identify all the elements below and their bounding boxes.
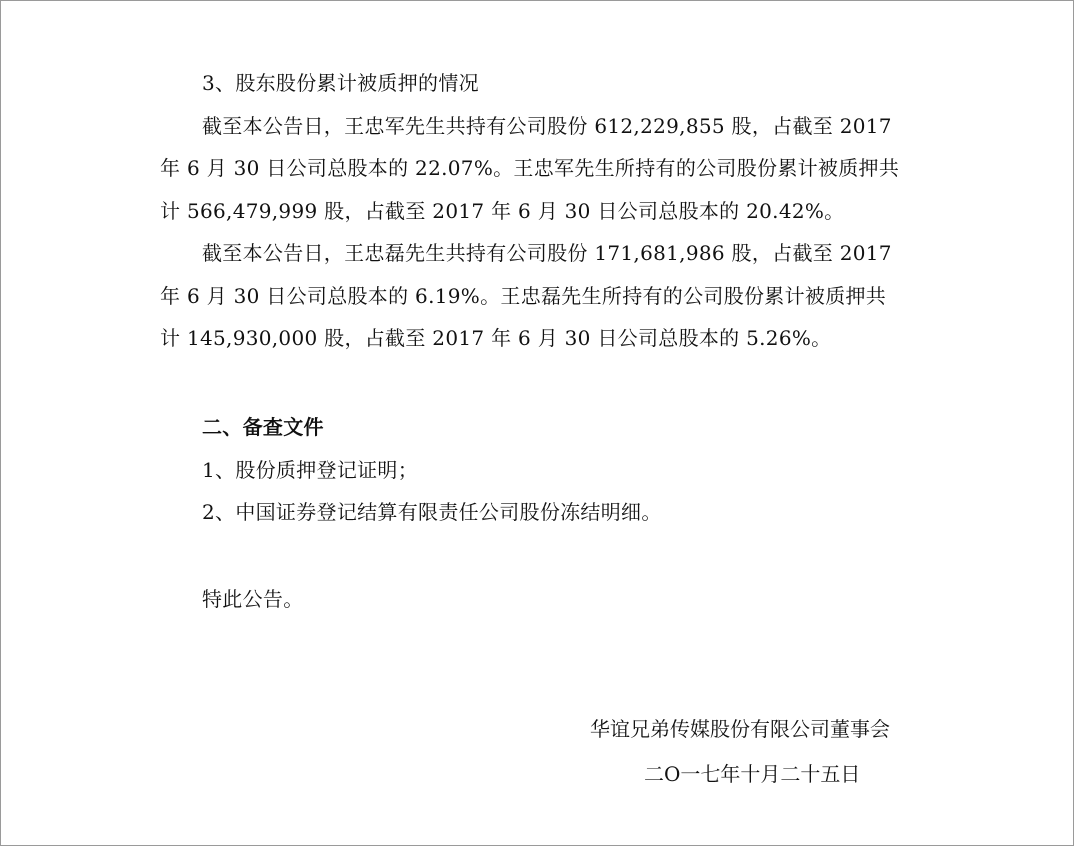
documents-block xyxy=(160,406,920,534)
para1-line2: 年 6 月 30 日公司总股本的 22.07%。王忠军先生所持有的公司股份累计被质押共 xyxy=(160,156,900,180)
section-3-heading: 3、股东股份累计被质押的情况 xyxy=(202,71,479,95)
para1-line1: 截至本公告日，王忠军先生共持有公司股份 612,229,855 股，占截至 2017 xyxy=(202,113,892,138)
para2-line2: 年 6 月 30 日公司总股本的 6.19%。王忠磊先生所持有的公司股份累计被质押共 xyxy=(160,283,887,308)
para2-line3: 计 145,930,000 股，占截至 2017 年 6 月 30 日公司总股本的 5.26%。 xyxy=(160,326,832,350)
closing-block xyxy=(160,578,920,621)
document-item-2: 2、中国证券登记结算有限责任公司股份冻结明细。 xyxy=(202,500,662,524)
document-item-1: 1、股份质押登记证明； xyxy=(202,457,419,482)
signature-company: 华谊兄弟传媒股份有限公司董事会 xyxy=(590,717,890,741)
para2-line1: 截至本公告日，王忠磊先生共持有公司股份 171,681,986 股，占截至 2017 xyxy=(202,241,892,265)
closing-text: 特此公告。 xyxy=(202,587,304,611)
signature-date: 二O一七年十月二十五日 xyxy=(644,762,861,786)
para1-line3: 计 566,479,999 股，占截至 2017 年 6 月 30 日公司总股本的 20.42%。 xyxy=(160,198,845,223)
section-3-block xyxy=(160,62,920,360)
documents-heading: 二、备查文件 xyxy=(202,415,324,439)
